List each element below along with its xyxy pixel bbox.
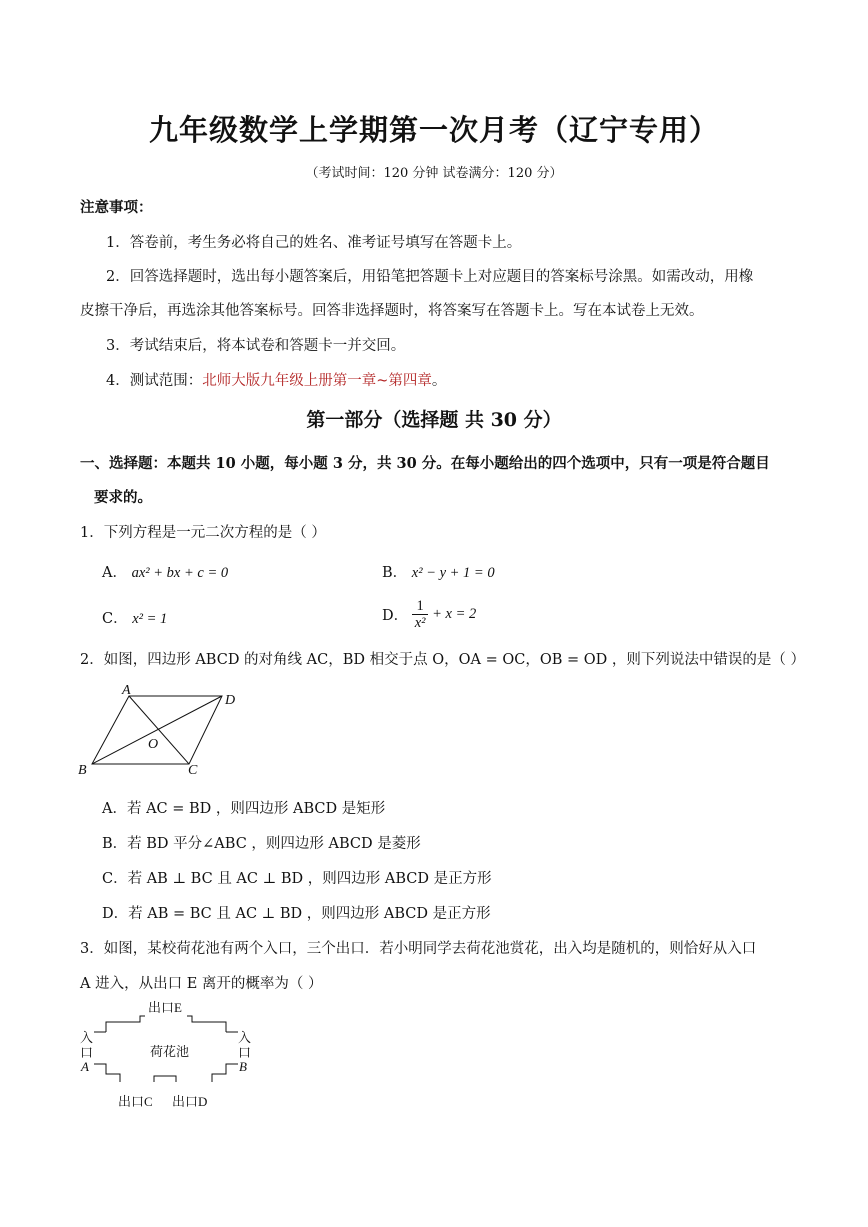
test-range: 北师大版九年级上册第一章~第四章 <box>202 373 432 389</box>
entry-a-label-2: 口 <box>80 1045 94 1060</box>
fraction <box>412 598 428 631</box>
question-1-option-a <box>102 561 228 582</box>
part-one-title: 第一部分（选择题 共 30 分） <box>306 409 562 431</box>
question-1-option-d <box>382 598 476 631</box>
question-2-option-b: B．若 BD 平分∠ABC ，则四边形 ABCD 是菱形 <box>102 836 421 852</box>
entry-b-label-3: B <box>239 1059 247 1074</box>
exit-c-label: 出口C <box>118 1094 153 1109</box>
option-math: x² = 1 <box>132 611 168 627</box>
diagonal-ac <box>129 696 189 764</box>
vertex-c-label: C <box>188 763 198 778</box>
question-1-option-c <box>102 607 167 628</box>
question-2-option-a: A．若 AC = BD ，则四边形 ABCD 是矩形 <box>102 801 386 817</box>
exam-info: （考试时间：120 分钟 试卷满分：120 分） <box>305 166 563 181</box>
question-1-stem: 1．下列方程是一元二次方程的是（ ） <box>80 525 326 541</box>
entry-a-label-3: A <box>81 1059 89 1074</box>
page-title: 九年级数学上学期第一次月考（辽宁专用） <box>148 113 719 147</box>
option-label: B． <box>382 565 408 581</box>
option-math: x² − y + 1 = 0 <box>411 565 495 581</box>
question-2-stem: 2．如图，四边形 ABCD 的对角线 AC，BD 相交于点 O，OA = OC，OB = OD ，则下列说法中错误的是（ ） <box>80 652 805 668</box>
question-3-stem-line-2: A 进入，从出口 E 离开的概率为（ ） <box>80 976 323 992</box>
notice-heading: 注意事项： <box>80 199 153 216</box>
entry-b-label-1: 入 <box>238 1030 252 1045</box>
notice-item-2-line-2: 皮擦干净后，再选涂其他答案标号。回答非选择题时，将答案写在答题卡上。写在本试卷上无效。 <box>80 303 704 319</box>
vertex-d-label: D <box>225 693 236 708</box>
notice-item-4-prefix: 4．测试范围： <box>106 373 203 389</box>
section-instructions-line-1: 一、选择题：本题共 10 小题，每小题 3 分，共 30 分。在每小题给出的四个选项中，只有一项是符合题目 <box>80 455 770 472</box>
question-1-option-b <box>382 561 495 582</box>
notice-item-4-suffix: 。 <box>431 373 447 389</box>
notice-item-2-line-1: 2．回答选择题时，选出每小题答案后，用铅笔把答题卡上对应题目的答案标号涂黑。如需改动，用橡 <box>106 269 754 285</box>
entry-a-label-1: 入 <box>80 1030 94 1045</box>
entry-b-label-2: 口 <box>238 1045 252 1060</box>
fraction-denominator: x² <box>414 615 426 631</box>
fraction-numerator: 1 <box>416 598 424 614</box>
question-2-option-d: D．若 AB = BC 且 AC ⊥ BD ，则四边形 ABCD 是正方形 <box>102 906 491 922</box>
point-o-label: O <box>148 737 159 752</box>
notice-item-1: 1．答卷前，考生务必将自己的姓名、准考证号填写在答题卡上。 <box>106 235 522 251</box>
parallelogram-figure <box>76 682 246 778</box>
option-math: ax² + bx + c = 0 <box>131 565 229 581</box>
vertex-a-label: A <box>122 683 131 698</box>
section-instructions-line-2: 要求的。 <box>94 489 152 506</box>
lotus-pond-figure <box>76 996 266 1114</box>
exit-d-label: 出口D <box>172 1094 208 1109</box>
notice-item-3: 3．考试结束后，将本试卷和答题卡一并交回。 <box>106 338 406 354</box>
option-label: D． <box>382 608 409 624</box>
question-2-option-c: C．若 AB ⊥ BC 且 AC ⊥ BD ，则四边形 ABCD 是正方形 <box>102 871 492 887</box>
pond-label: 荷花池 <box>150 1044 190 1059</box>
question-3-stem-line-1: 3．如图，某校荷花池有两个入口，三个出口．若小明同学去荷花池赏花，出入均是随机的，则恰好从入口 <box>80 941 757 957</box>
option-label: A． <box>102 565 127 581</box>
notice-item-4 <box>106 369 446 390</box>
vertex-b-label: B <box>78 763 87 778</box>
diagonal-bd <box>92 696 222 764</box>
exit-e-label: 出口E <box>148 1000 182 1015</box>
option-math: + x = 2 <box>432 606 477 622</box>
option-label: C． <box>102 611 128 627</box>
